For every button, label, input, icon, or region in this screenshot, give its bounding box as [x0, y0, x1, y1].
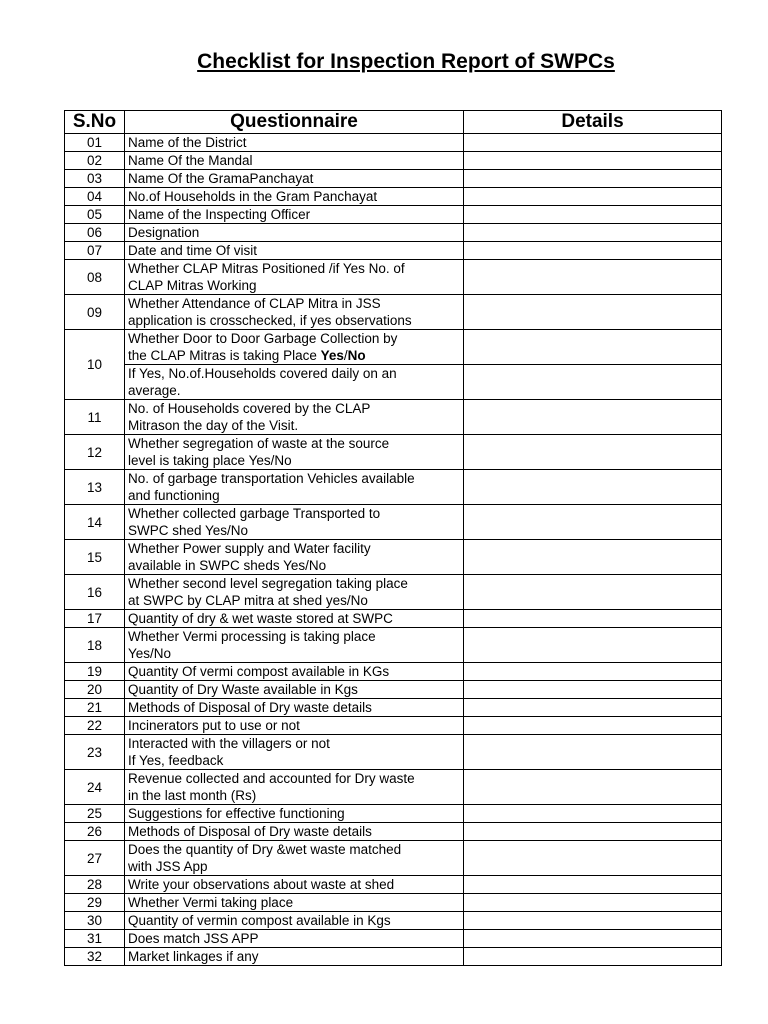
table-row	[65, 663, 722, 681]
table-row	[65, 681, 722, 699]
table-row	[65, 152, 722, 170]
question-line: Date and time Of visit	[128, 243, 258, 258]
question-line: application is crosschecked, if yes observations	[128, 313, 412, 328]
question-line: Designation	[128, 225, 200, 240]
row-number: 32	[65, 948, 125, 966]
table-row	[65, 470, 722, 505]
question-line: No. of Households covered by the CLAP	[128, 401, 371, 416]
question-line: Whether segregation of waste at the source	[128, 436, 390, 451]
row-number: 10	[65, 330, 125, 400]
details-cell[interactable]	[464, 505, 722, 540]
table-row	[65, 575, 722, 610]
details-cell[interactable]	[464, 628, 722, 663]
table-row	[65, 841, 722, 876]
question-text	[125, 912, 464, 930]
details-cell[interactable]	[464, 435, 722, 470]
question-line: No.of Households in the Gram Panchayat	[128, 189, 378, 204]
row-number: 30	[65, 912, 125, 930]
question-line: Interacted with the villagers or not	[128, 736, 330, 751]
table-row	[65, 224, 722, 242]
question-text	[125, 663, 464, 681]
question-line: Methods of Disposal of Dry waste details	[128, 824, 372, 839]
details-cell[interactable]	[464, 876, 722, 894]
question-line: Whether Vermi taking place	[128, 895, 294, 910]
page-title: Checklist for Inspection Report of SWPCs	[197, 50, 615, 73]
question-text	[125, 575, 464, 610]
details-cell[interactable]	[464, 735, 722, 770]
question-text	[125, 470, 464, 505]
question-text	[125, 260, 464, 295]
question-text	[125, 134, 464, 152]
table-row	[65, 505, 722, 540]
details-cell[interactable]	[464, 365, 722, 400]
row-number: 23	[65, 735, 125, 770]
details-cell[interactable]	[464, 170, 722, 188]
question-line: Whether Attendance of CLAP Mitra in JSS	[128, 296, 381, 311]
question-text	[125, 876, 464, 894]
details-cell[interactable]	[464, 470, 722, 505]
question-line: and functioning	[128, 488, 220, 503]
question-text	[125, 242, 464, 260]
question-line: Suggestions for effective functioning	[128, 806, 345, 821]
question-line: Write your observations about waste at shed	[128, 877, 395, 892]
question-line: Name of the Inspecting Officer	[128, 207, 311, 222]
row-number: 08	[65, 260, 125, 295]
details-cell[interactable]	[464, 400, 722, 435]
question-text	[125, 610, 464, 628]
row-number: 16	[65, 575, 125, 610]
table-body	[65, 134, 722, 966]
details-cell[interactable]	[464, 930, 722, 948]
question-text	[125, 505, 464, 540]
no-option: No	[347, 348, 366, 363]
details-cell[interactable]	[464, 948, 722, 966]
question-line: in the last month (Rs)	[128, 788, 257, 803]
details-cell[interactable]	[464, 206, 722, 224]
row-number: 24	[65, 770, 125, 805]
table-row	[65, 188, 722, 206]
table-row	[65, 912, 722, 930]
table-row	[65, 400, 722, 435]
question-line: Name of the District	[128, 135, 247, 150]
table-row	[65, 823, 722, 841]
question-text	[125, 188, 464, 206]
question-line: No. of garbage transportation Vehicles available	[128, 471, 415, 486]
row-number: 21	[65, 699, 125, 717]
question-text	[125, 805, 464, 823]
question-text	[125, 717, 464, 735]
question-line: average.	[128, 383, 181, 398]
row-number: 26	[65, 823, 125, 841]
question-line: Name Of the Mandal	[128, 153, 253, 168]
details-cell[interactable]	[464, 224, 722, 242]
row-number: 13	[65, 470, 125, 505]
details-cell[interactable]	[464, 295, 722, 330]
details-cell[interactable]	[464, 260, 722, 295]
question-text	[125, 823, 464, 841]
table-row	[65, 242, 722, 260]
question-line: Whether Vermi processing is taking place	[128, 629, 376, 644]
details-cell[interactable]	[464, 681, 722, 699]
row-number: 31	[65, 930, 125, 948]
table-row	[65, 435, 722, 470]
row-number: 04	[65, 188, 125, 206]
question-text	[125, 681, 464, 699]
row-number: 07	[65, 242, 125, 260]
row-number: 01	[65, 134, 125, 152]
question-line: Quantity Of vermi compost available in KGs	[128, 664, 390, 679]
table-header-row	[65, 111, 722, 134]
table-row	[65, 930, 722, 948]
question-line: Quantity of Dry Waste available in Kgs	[128, 682, 358, 697]
question-line: If Yes, No.of.Households covered daily on an	[128, 366, 397, 381]
details-cell[interactable]	[464, 242, 722, 260]
inspection-checklist-table	[64, 110, 722, 966]
question-line: Quantity of dry & wet waste stored at SWPC	[128, 611, 393, 626]
row-number: 11	[65, 400, 125, 435]
row-number: 27	[65, 841, 125, 876]
question-text	[125, 365, 464, 400]
header-details: Details	[464, 111, 722, 134]
table-row	[65, 170, 722, 188]
question-text	[125, 540, 464, 575]
row-number: 18	[65, 628, 125, 663]
question-text	[125, 628, 464, 663]
question-line: Quantity of vermin compost available in Kgs	[128, 913, 391, 928]
table-row	[65, 330, 722, 365]
details-cell[interactable]	[464, 770, 722, 805]
details-cell[interactable]	[464, 699, 722, 717]
question-line: Mitrason the day of the Visit.	[128, 418, 299, 433]
row-number: 03	[65, 170, 125, 188]
question-line: with JSS App	[128, 859, 208, 874]
question-line: Does match JSS APP	[128, 931, 259, 946]
table-row	[65, 260, 722, 295]
details-cell[interactable]	[464, 717, 722, 735]
row-number: 15	[65, 540, 125, 575]
question-line: If Yes, feedback	[128, 753, 224, 768]
question-text	[125, 930, 464, 948]
question-line	[128, 347, 460, 364]
question-line: Whether collected garbage Transported to	[128, 506, 381, 521]
question-line: SWPC shed Yes/No	[128, 523, 249, 538]
question-text	[125, 841, 464, 876]
row-number: 06	[65, 224, 125, 242]
details-cell[interactable]	[464, 575, 722, 610]
table-row	[65, 628, 722, 663]
question-text	[125, 170, 464, 188]
question-line: Name Of the GramaPanchayat	[128, 171, 314, 186]
question-line: CLAP Mitras Working	[128, 278, 257, 293]
question-line: Incinerators put to use or not	[128, 718, 300, 733]
question-text	[125, 735, 464, 770]
question-text	[125, 699, 464, 717]
question-text	[125, 894, 464, 912]
details-cell[interactable]	[464, 330, 722, 365]
row-number: 14	[65, 505, 125, 540]
question-line: Whether Door to Door Garbage Collection by	[128, 331, 398, 346]
table-row	[65, 876, 722, 894]
question-text	[125, 152, 464, 170]
question-line: available in SWPC sheds Yes/No	[128, 558, 327, 573]
details-cell[interactable]	[464, 823, 722, 841]
row-number: 28	[65, 876, 125, 894]
details-cell[interactable]	[464, 805, 722, 823]
details-cell[interactable]	[464, 912, 722, 930]
row-number: 20	[65, 681, 125, 699]
table-row	[65, 295, 722, 330]
table-row	[65, 805, 722, 823]
question-line: level is taking place Yes/No	[128, 453, 292, 468]
table-row	[65, 206, 722, 224]
details-cell[interactable]	[464, 134, 722, 152]
table-row	[65, 717, 722, 735]
details-cell[interactable]	[464, 188, 722, 206]
table-row	[65, 735, 722, 770]
details-cell[interactable]	[464, 663, 722, 681]
details-cell[interactable]	[464, 540, 722, 575]
table-row	[65, 365, 722, 400]
question-line: Whether Power supply and Water facility	[128, 541, 371, 556]
yes-option: Yes	[320, 348, 344, 363]
table-row	[65, 134, 722, 152]
question-line: Revenue collected and accounted for Dry waste	[128, 771, 415, 786]
question-text	[125, 330, 464, 365]
row-number: 05	[65, 206, 125, 224]
table-row	[65, 770, 722, 805]
details-cell[interactable]	[464, 610, 722, 628]
row-number: 09	[65, 295, 125, 330]
question-text	[125, 435, 464, 470]
question-text	[125, 770, 464, 805]
table-row	[65, 948, 722, 966]
question-line: Methods of Disposal of Dry waste details	[128, 700, 372, 715]
row-number: 12	[65, 435, 125, 470]
row-number: 17	[65, 610, 125, 628]
question-text	[125, 224, 464, 242]
details-cell[interactable]	[464, 152, 722, 170]
details-cell[interactable]	[464, 894, 722, 912]
table-row	[65, 894, 722, 912]
question-line: Market linkages if any	[128, 949, 259, 964]
row-number: 25	[65, 805, 125, 823]
details-cell[interactable]	[464, 841, 722, 876]
header-sno: S.No	[65, 111, 125, 134]
question-line: Yes/No	[128, 646, 172, 661]
option-separator: /	[343, 348, 348, 363]
question-line: at SWPC by CLAP mitra at shed yes/No	[128, 593, 368, 608]
question-text	[125, 948, 464, 966]
table-row	[65, 540, 722, 575]
row-number: 29	[65, 894, 125, 912]
question-text	[125, 400, 464, 435]
table-row	[65, 699, 722, 717]
question-text	[125, 206, 464, 224]
question-line: Does the quantity of Dry &wet waste matched	[128, 842, 402, 857]
question-line: Whether second level segregation taking place	[128, 576, 408, 591]
question-line: Whether CLAP Mitras Positioned /if Yes No. of	[128, 261, 405, 276]
question-text	[125, 295, 464, 330]
row-number: 19	[65, 663, 125, 681]
row-number: 02	[65, 152, 125, 170]
question-line-text: the CLAP Mitras is taking Place	[128, 348, 321, 363]
row-number: 22	[65, 717, 125, 735]
header-questionnaire: Questionnaire	[125, 111, 464, 134]
table-row	[65, 610, 722, 628]
